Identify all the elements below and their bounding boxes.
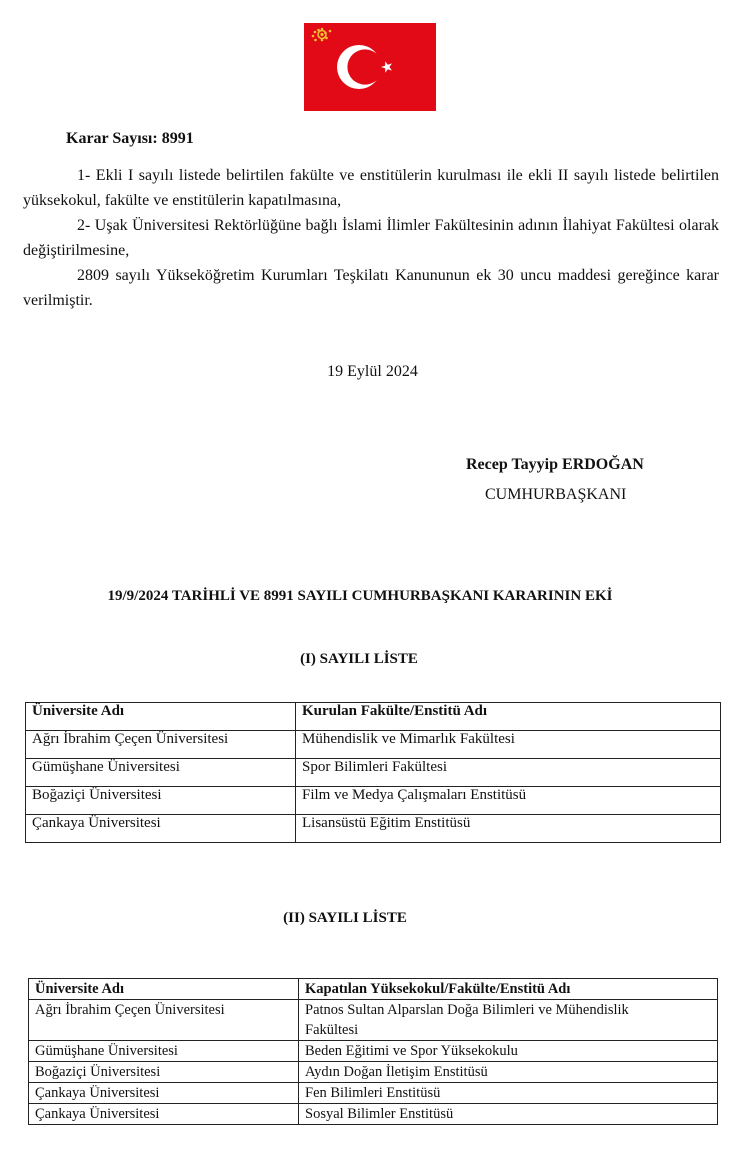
paragraph-2 bbox=[23, 213, 719, 263]
table-row bbox=[29, 1000, 718, 1041]
decision-number: Karar Sayısı: 8991 bbox=[66, 130, 194, 147]
cell-university: Gümüşhane Üniversitesi bbox=[26, 759, 296, 787]
paragraph-2-text: 2- Uşak Üniversitesi Rektörlüğüne bağlı İslami İlimler Fakültesinin adının İlahiyat Fakültesi olarak değiştirilmesine, bbox=[23, 217, 719, 259]
table-header-row bbox=[29, 979, 718, 1000]
paragraph-3 bbox=[23, 263, 719, 313]
paragraph-1-text: 1- Ekli I sayılı listede belirtilen fakülte ve enstitülerin kurulması ile ekli II sayılı listede belirtilen yüksekokul, fakülte ve enstitülerin kapatılmasına, bbox=[23, 167, 719, 209]
table-row bbox=[29, 1041, 718, 1062]
cell-university: Çankaya Üniversitesi bbox=[29, 1083, 299, 1104]
column-header-university: Üniversite Adı bbox=[26, 703, 296, 731]
cell-unit: Beden Eğitimi ve Spor Yüksekokulu bbox=[299, 1041, 718, 1062]
decision-date: 19 Eylül 2024 bbox=[327, 363, 418, 380]
list-1-table bbox=[25, 702, 721, 843]
signatory-name: Recep Tayyip ERDOĞAN bbox=[466, 456, 644, 473]
cell-unit: Aydın Doğan İletişim Enstitüsü bbox=[299, 1062, 718, 1083]
cell-university: Boğaziçi Üniversitesi bbox=[26, 787, 296, 815]
signatory-title: CUMHURBAŞKANI bbox=[485, 486, 627, 503]
table-row bbox=[26, 787, 721, 815]
cell-university: Ağrı İbrahim Çeçen Üniversitesi bbox=[26, 731, 296, 759]
cell-university: Çankaya Üniversitesi bbox=[26, 815, 296, 843]
cell-unit: Spor Bilimleri Fakültesi bbox=[296, 759, 721, 787]
paragraph-1 bbox=[23, 163, 719, 213]
cell-university: Boğaziçi Üniversitesi bbox=[29, 1062, 299, 1083]
cell-unit: Fen Bilimleri Enstitüsü bbox=[299, 1083, 718, 1104]
cell-unit: Mühendislik ve Mimarlık Fakültesi bbox=[296, 731, 721, 759]
cell-university: Ağrı İbrahim Çeçen Üniversitesi bbox=[29, 1000, 299, 1041]
table-header-row bbox=[26, 703, 721, 731]
table-row bbox=[26, 815, 721, 843]
annex-title: 19/9/2024 TARİHLİ VE 8991 SAYILI CUMHURBAŞKANI KARARININ EKİ bbox=[107, 588, 613, 604]
paragraph-3-text: 2809 sayılı Yükseköğretim Kurumları Teşkilatı Kanununun ek 30 uncu maddesi gereğince karar verilmiştir. bbox=[23, 267, 719, 309]
list-2-title: (II) SAYILI LİSTE bbox=[283, 910, 407, 926]
column-header-closed-unit: Kapatılan Yüksekokul/Fakülte/Enstitü Adı bbox=[299, 979, 718, 1000]
turkish-flag-icon bbox=[304, 23, 436, 111]
column-header-university: Üniversite Adı bbox=[29, 979, 299, 1000]
cell-university: Çankaya Üniversitesi bbox=[29, 1104, 299, 1125]
column-header-established-unit: Kurulan Fakülte/Enstitü Adı bbox=[296, 703, 721, 731]
table-row bbox=[29, 1062, 718, 1083]
list-1-title: (I) SAYILI LİSTE bbox=[300, 651, 418, 667]
table-row bbox=[26, 759, 721, 787]
cell-unit: Film ve Medya Çalışmaları Enstitüsü bbox=[296, 787, 721, 815]
table-row bbox=[29, 1083, 718, 1104]
table-row bbox=[26, 731, 721, 759]
cell-unit: Lisansüstü Eğitim Enstitüsü bbox=[296, 815, 721, 843]
list-2-table bbox=[28, 978, 718, 1125]
cell-unit: Patnos Sultan Alparslan Doğa Bilimleri ve Mühendislik Fakültesi bbox=[299, 1000, 718, 1041]
table-row bbox=[29, 1104, 718, 1125]
cell-unit: Sosyal Bilimler Enstitüsü bbox=[299, 1104, 718, 1125]
cell-university: Gümüşhane Üniversitesi bbox=[29, 1041, 299, 1062]
